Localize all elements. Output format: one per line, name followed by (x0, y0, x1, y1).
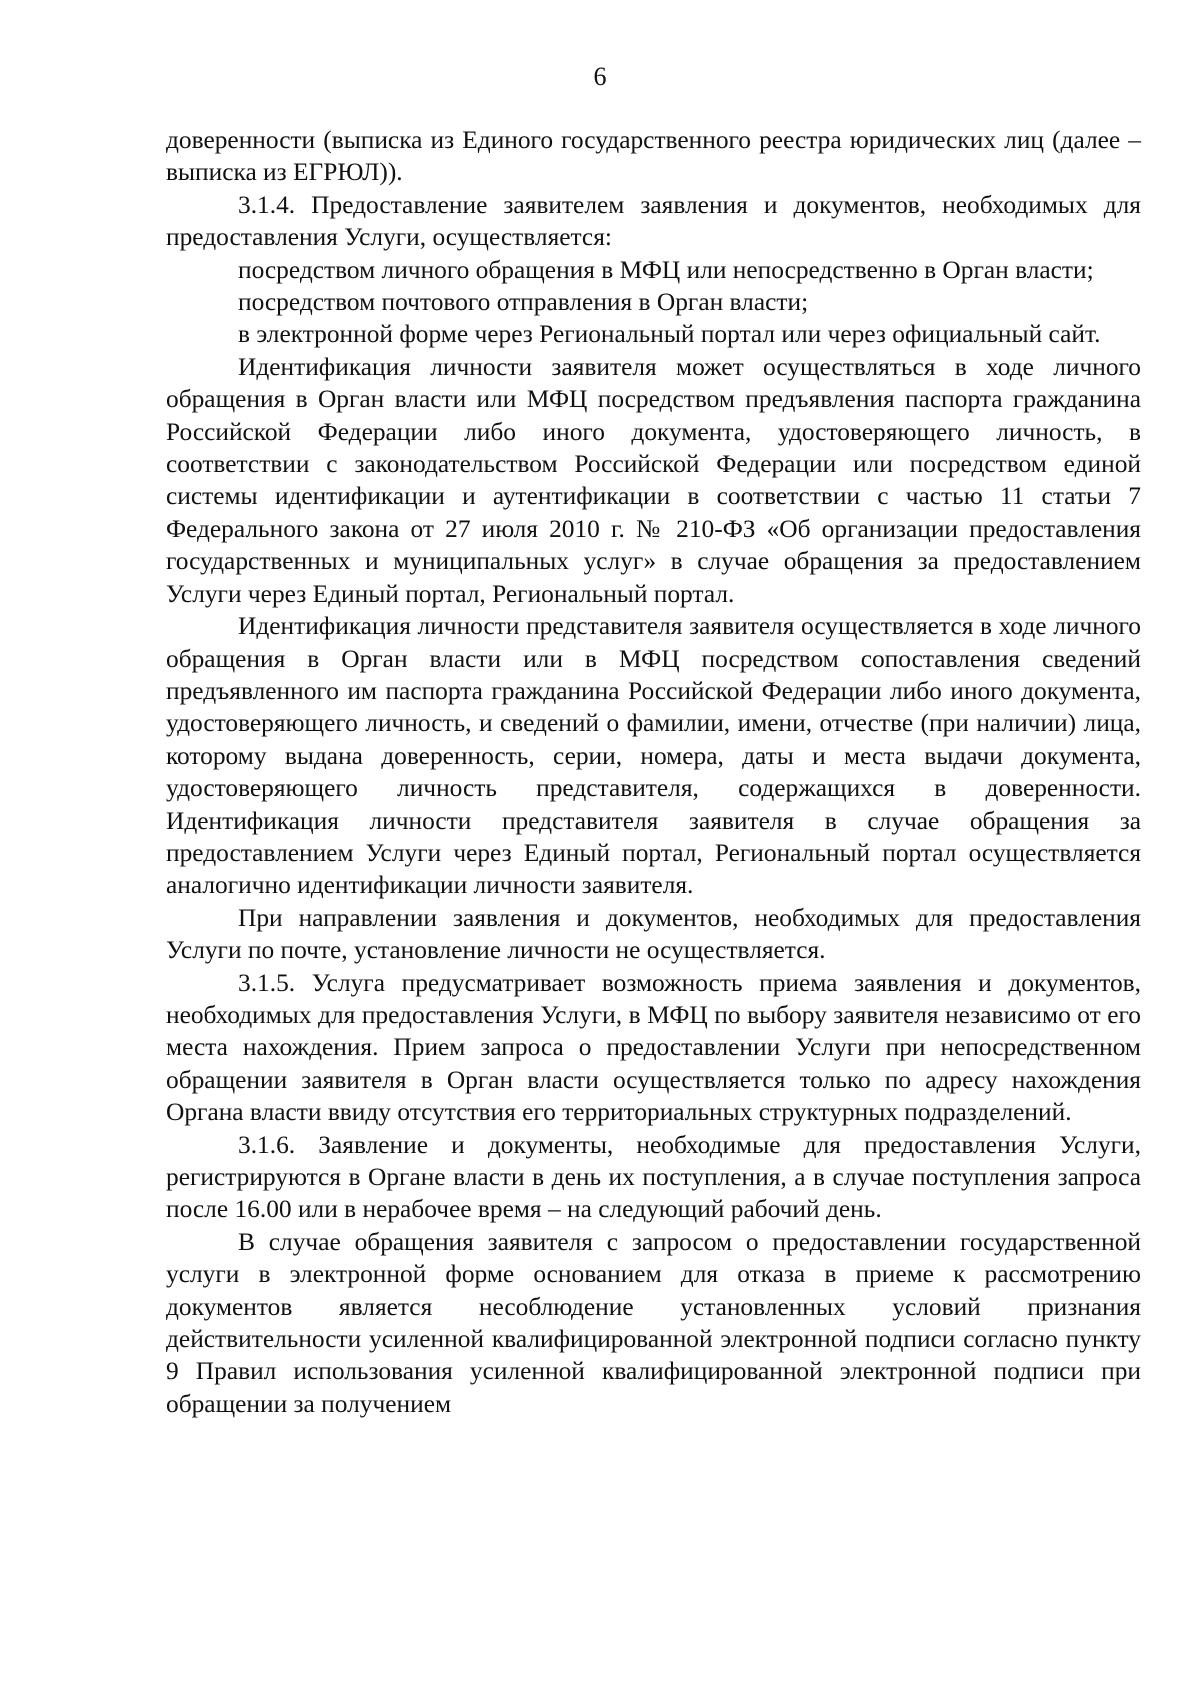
list-item-electronic: в электронной форме через Региональный портал или через официальный сайт. (238, 320, 1101, 349)
paragraph-electronic-refusal: В случае обращения заявителя с запросом о предоставлении государственной услуги в электронной форме основанием для отказа в приеме к рассмотрению документов является несоблюдение установленных условий признания действительности усиленной квалифицированной электронной подписи согласно пункту 9 Правил использования усиленной квалифицированной электронной подписи при обращении за получением (166, 1227, 1141, 1418)
paragraph-3-1-5: 3.1.5. Услуга предусматривает возможность приема заявления и документов, необходимых для предоставления Услуги, в МФЦ по выбору заявителя независимо от его места нахождения. Прием запроса о предоставлении Услуги при непосредственном обращении заявителя в Орган власти осуществляется только по адресу нахождения Органа власти ввиду отсутствия его территориальных структурных подразделений. (166, 968, 1141, 1127)
paragraph-applicant-identification: Идентификация личности заявителя может осуществляться в ходе личного обращения в Орган власти или МФЦ посредством предъявления паспорта гражданина Российской Федерации либо иного документа, удостоверяющего личность, в соответствии с законодательством Российской Федерации или посредством единой системы идентификации и аутентификации в соответствии с частью 11 статьи 7 Федерального закона от 27 июля 2010 г. № 210-ФЗ «Об организации предоставления государственных и муниципальных услуг» в случае обращения за предоставлением Услуги через Единый портал, Региональный портал. (166, 352, 1141, 608)
list-item-personal-visit: посредством личного обращения в МФЦ или непосредственно в Орган власти; (238, 255, 1094, 284)
paragraph-representative-identification: Идентификация личности представителя заявителя осуществляется в ходе личного обращения в Орган власти или в МФЦ посредством сопоставления сведений предъявленного им паспорта гражданина Российской Федерации либо иного документа, удостоверяющего личность, и сведений о фамилии, имени, отчестве (при наличии) лица, которому выдана доверенность, серии, номера, даты и места выдачи документа, удостоверяющего личность представителя, содержащихся в доверенности. Идентификация личности представителя заявителя в случае обращения за предоставлением Услуги через Единый портал, Региональный портал осуществляется аналогично идентификации личности заявителя. (166, 612, 1141, 900)
document-body (166, 124, 1141, 1420)
paragraph-3-1-6: 3.1.6. Заявление и документы, необходимые для предоставления Услуги, регистрируются в Органе власти в день их поступления, а в случае поступления запроса после 16.00 или в нерабочее время – на следующий рабочий день. (166, 1130, 1141, 1224)
page-number: 6 (593, 62, 607, 91)
list-item-postal: посредством почтового отправления в Орган власти; (238, 288, 809, 317)
paragraph-continuation: доверенности (выписка из Единого государственного реестра юридических лиц (далее – выписка из ЕГРЮЛ)). (166, 126, 1141, 187)
paragraph-postal-no-identification: При направлении заявления и документов, необходимых для предоставления Услуги по почте, установление личности не осуществляется. (166, 903, 1141, 965)
paragraph-3-1-4: 3.1.4. Предоставление заявителем заявления и документов, необходимых для предоставления Услуги, осуществляется: (166, 190, 1141, 252)
